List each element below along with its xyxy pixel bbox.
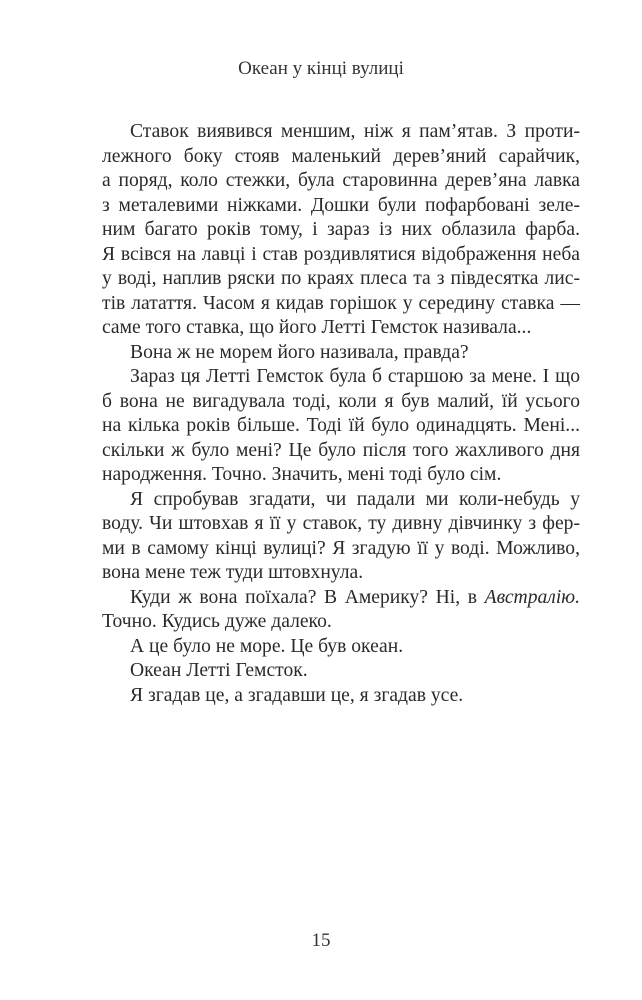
line-text: б вона не вигадувала тоді, коли я був малий, їй усього bbox=[102, 390, 580, 412]
line-text: Куди ж вона поїхала? В Америку? Ні, в bbox=[130, 586, 485, 608]
line-text: скільки ж було мені? Це було після того жахливого дня bbox=[102, 439, 580, 461]
line-text: тів латаття. Часом я кидав горішок у середину ставка — bbox=[102, 292, 580, 314]
body-text bbox=[102, 120, 580, 708]
italic-word: Австралію. bbox=[484, 586, 580, 608]
line-text: Зараз ця Летті Гемсток була б старшою за мене. І що bbox=[130, 366, 580, 387]
text-line bbox=[102, 659, 580, 684]
line-text: Вона ж не морем його називала, правда? bbox=[130, 341, 469, 363]
line-text: ним багато років тому, і зараз із них облазила фарба. bbox=[102, 219, 580, 240]
running-head: Океан у кінці вулиці bbox=[238, 58, 404, 79]
text-line bbox=[102, 414, 580, 439]
paragraph bbox=[102, 488, 580, 586]
line-text: вона мене теж туди штовхнула. bbox=[102, 562, 364, 583]
text-line bbox=[102, 267, 580, 292]
paragraph bbox=[102, 341, 580, 366]
line-text: у воді, наплив ряски по краях плеса та з півдесятка лис- bbox=[102, 268, 580, 289]
text-line bbox=[102, 169, 580, 194]
text-line bbox=[102, 488, 580, 513]
line-text: на кілька років більше. Тоді їй було одинадцять. Мені... bbox=[102, 415, 580, 436]
line-text: народження. Точно. Значить, мені тоді було сім. bbox=[102, 464, 502, 485]
text-line bbox=[102, 316, 580, 341]
text-line bbox=[102, 512, 580, 537]
text-line bbox=[102, 537, 580, 562]
page-number: 15 bbox=[311, 930, 331, 951]
text-line bbox=[102, 635, 580, 660]
paragraph bbox=[102, 635, 580, 660]
line-text: ми в самому кінці вулиці? Я згадую її у воді. Можливо, bbox=[102, 537, 580, 559]
text-line bbox=[102, 390, 580, 415]
paragraph bbox=[102, 365, 580, 488]
line-text: з металевими ніжками. Дошки були пофарбовані зеле- bbox=[102, 194, 580, 216]
text-line bbox=[102, 684, 580, 709]
text-line bbox=[102, 194, 580, 219]
paragraph bbox=[102, 586, 580, 635]
text-line bbox=[102, 610, 580, 635]
text-line bbox=[102, 365, 580, 390]
line-text: Океан Летті Гемсток. bbox=[130, 660, 308, 681]
line-text: Точно. Кудись дуже далеко. bbox=[102, 611, 332, 632]
text-line bbox=[102, 120, 580, 145]
line-text: саме того ставка, що його Летті Гемсток називала... bbox=[102, 317, 532, 338]
text-line bbox=[102, 341, 580, 366]
line-text: Я спробував згадати, чи падали ми коли-небудь у bbox=[130, 488, 580, 510]
text-line bbox=[102, 218, 580, 243]
paragraph bbox=[102, 120, 580, 341]
text-line bbox=[102, 463, 580, 488]
text-line bbox=[102, 586, 580, 611]
line-text: А це було не море. Це був океан. bbox=[130, 635, 404, 657]
text-line bbox=[102, 145, 580, 170]
line-text: Я всівся на лавці і став роздивлятися відображення неба bbox=[102, 243, 580, 265]
line-text: лежного боку стояв маленький дерев’яний сарайчик, bbox=[102, 145, 580, 167]
line-text: а поряд, коло стежки, була старовинна дерев’яна лавка bbox=[102, 170, 580, 191]
line-text: Я згадав це, а згадавши це, я згадав усе. bbox=[130, 684, 464, 706]
text-line bbox=[102, 292, 580, 317]
line-text: воду. Чи штовхав я її у ставок, ту дивну дівчинку з фер- bbox=[102, 513, 580, 534]
paragraph bbox=[102, 659, 580, 684]
text-line bbox=[102, 561, 580, 586]
line-text: Ставок виявився меншим, ніж я пам’ятав. З проти- bbox=[130, 121, 580, 142]
text-line bbox=[102, 439, 580, 464]
paragraph bbox=[102, 684, 580, 709]
text-line bbox=[102, 243, 580, 268]
